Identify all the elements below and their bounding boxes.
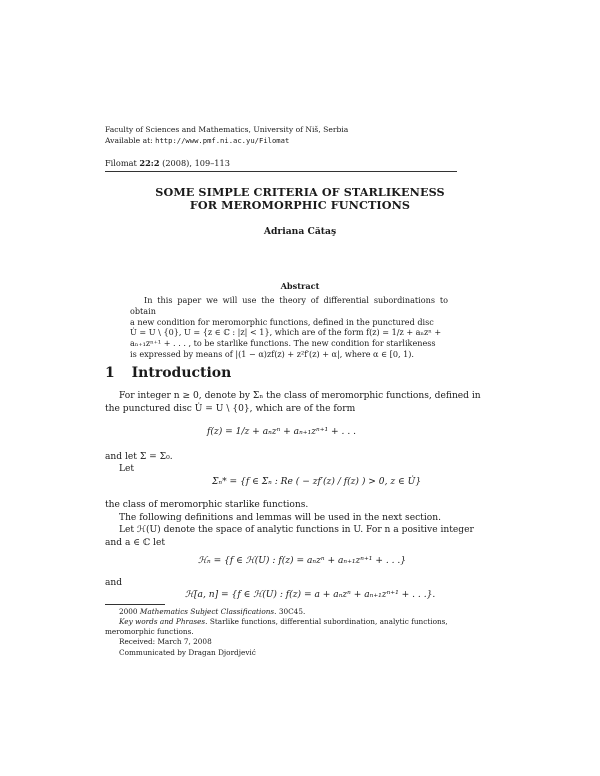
footnote-received: Received: March 7, 2008 (119, 637, 212, 646)
body-line: Let ℋ(U) denote the space of analytic functions in U. For n a positive integer (119, 525, 474, 535)
abstract-line: aₙ₊₁zⁿ⁺¹ + . . . , to be starlike functions. The new condition for starlikeness (130, 338, 436, 349)
footnote-keywords (119, 617, 448, 627)
body-line: and (105, 578, 123, 588)
availability-line (105, 135, 289, 146)
keywords-label: Key words and Phrases. (119, 617, 208, 626)
section-title: Introduction (131, 365, 232, 381)
body-line: Let (119, 464, 135, 474)
msc-label: Mathematics Subject Classifications. (139, 607, 277, 616)
body-line: For integer n ≥ 0, denote by Σₙ the class of meromorphic functions, defined in (119, 391, 481, 401)
available-label: Available at: (105, 136, 153, 145)
abstract-body (130, 295, 448, 360)
abstract-line: is expressed by means of |(1 − α)zf(z) + z²f′(z) + α|, where α ∈ [0, 1). (130, 348, 414, 359)
abstract-line: a new condition for meromorphic functions, defined in the punctured disc (130, 316, 434, 327)
affiliation: Faculty of Sciences and Mathematics, University of Niš, Serbia (105, 125, 349, 134)
equation-h-a-n: ℋ[a, n] = {f ∈ ℋ(U) : f(z) = a + aₙzⁿ + aₙ₊₁zⁿ⁺¹ + . . .}. (185, 590, 436, 600)
body-line: the punctured disc U̇ = U \ {0}, which are of the form (105, 404, 356, 414)
author-name: Adriana Cătaş (263, 226, 337, 237)
footnote-msc (119, 607, 305, 617)
equation-meromorphic-form: f(z) = 1/z + aₙzⁿ + aₙ₊₁zⁿ⁺¹ + . . . (207, 427, 357, 437)
section-heading (105, 365, 231, 381)
abstract-heading: Abstract (280, 281, 320, 291)
title-line-2: FOR MEROMORPHIC FUNCTIONS (189, 198, 411, 212)
equation-starlike-class: Σₙ* = {f ∈ Σₙ : Re ( − zf′(z) / f(z) ) > 0, z ∈ U̇} (212, 477, 422, 487)
body-line: the class of meromorphic starlike functions. (105, 500, 309, 510)
journal-volume: 22:2 (139, 158, 160, 168)
equation-h-n: ℋₙ = {f ∈ ℋ(U) : f(z) = aₙzⁿ + aₙ₊₁zⁿ⁺¹ + . . .} (198, 556, 407, 566)
title-line-1: SOME SIMPLE CRITERIA OF STARLIKENESS (155, 185, 445, 199)
journal-url-link[interactable]: http://www.pmf.ni.ac.yu/Filomat (155, 136, 290, 145)
abstract-line: In this paper we will use the theory of differential subordinations to obtain (130, 295, 448, 316)
journal-name: Filomat (105, 158, 137, 168)
paper-title (60, 186, 540, 212)
footnote-communicated: Communicated by Dragan Djordjević (119, 648, 256, 657)
msc-value: 30C45. (278, 607, 306, 616)
footnote-keywords-cont: meromorphic functions. (105, 627, 194, 636)
body-line: and a ∈ ℂ let (105, 538, 165, 548)
section-number: 1 (105, 365, 115, 381)
abstract-line: U̇ = U \ {0}, U = {z ∈ ℂ : |z| < 1}, which are of the form f(z) = 1/z + aₙzⁿ + (130, 327, 442, 338)
body-line: The following definitions and lemmas will be used in the next section. (119, 513, 441, 523)
journal-year-pages: (2008), 109–113 (162, 158, 230, 168)
body-line: and let Σ = Σ₀. (105, 452, 173, 462)
header-rule (105, 171, 457, 172)
keywords-text: Starlike functions, differential subordination, analytic functions, (209, 617, 448, 626)
journal-citation (105, 158, 230, 169)
footnote-rule (105, 604, 165, 605)
msc-year: 2000 (119, 607, 138, 616)
